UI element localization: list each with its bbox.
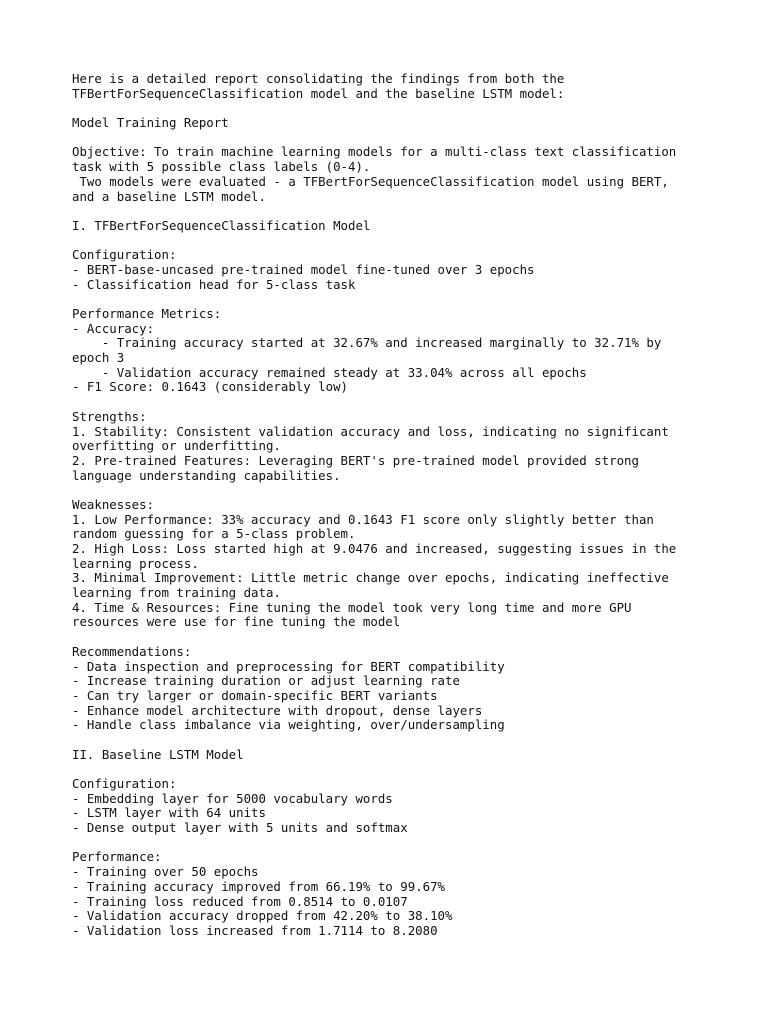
text-line: Configuration: <box>72 247 177 263</box>
text-line: - Embedding layer for 5000 vocabulary words <box>72 790 393 806</box>
text-line: 2. Pre-trained Features: Leveraging BERT's pre-trained model provided strong <box>72 452 639 468</box>
text-line: - Enhance model architecture with dropout, dense layers <box>72 702 483 718</box>
text-line: random guessing for a 5-class problem. <box>72 526 356 542</box>
blank-line <box>72 836 712 851</box>
blank-line <box>72 762 712 777</box>
blank-line <box>72 131 712 146</box>
text-line: - Training accuracy started at 32.67% and increased marginally to 32.71% by <box>72 335 662 351</box>
text-line: Performance: <box>72 849 162 865</box>
text-line: epoch 3 <box>72 350 125 366</box>
text-line: - Data inspection and preprocessing for BERT compatibility <box>72 658 505 674</box>
text-line: Weaknesses: <box>72 496 155 512</box>
text-line: learning from training data. <box>72 585 281 601</box>
text-line: - F1 Score: 0.1643 (considerably low) <box>72 379 349 395</box>
text-line: task with 5 possible class labels (0-4). <box>72 159 371 175</box>
text-line: and a baseline LSTM model. <box>72 188 266 204</box>
text-line: - Validation accuracy dropped from 42.20% to 38.10% <box>72 908 453 924</box>
text-line: - Increase training duration or adjust learning rate <box>72 673 460 689</box>
text-line: I. TFBertForSequenceClassification Model <box>72 217 371 233</box>
text-line: Recommendations: <box>72 643 192 659</box>
blank-line <box>72 292 712 307</box>
text-line: TFBertForSequenceClassification model and the baseline LSTM model: <box>72 85 565 101</box>
text-line: - Training accuracy improved from 66.19% to 99.67% <box>72 878 445 894</box>
text-line: Model Training Report <box>72 115 229 131</box>
text-line: 4. Time & Resources: Fine tuning the model took very long time and more GPU <box>72 599 632 615</box>
blank-line <box>72 101 712 116</box>
text-line: - Training loss reduced from 0.8514 to 0.0107 <box>72 893 408 909</box>
text-line: - Can try larger or domain-specific BERT variants <box>72 687 438 703</box>
text-line: - Training over 50 epochs <box>72 864 259 880</box>
text-line: 1. Low Performance: 33% accuracy and 0.1643 F1 score only slightly better than <box>72 511 654 527</box>
text-line: Strengths: <box>72 408 147 424</box>
text-line: language understanding capabilities. <box>72 467 341 483</box>
blank-line <box>72 483 712 498</box>
text-line: - Handle class imbalance via weighting, over/undersampling <box>72 717 505 733</box>
text-line: overfitting or underfitting. <box>72 438 281 454</box>
blank-line <box>72 395 712 410</box>
text-line: - Dense output layer with 5 units and softmax <box>72 820 408 836</box>
text-line: II. Baseline LSTM Model <box>72 746 244 762</box>
text-line: Configuration: <box>72 776 177 791</box>
document-page <box>72 72 712 939</box>
blank-line <box>72 630 712 645</box>
text-line: resources were use for fine tuning the model <box>72 614 401 630</box>
text-line: - BERT-base-uncased pre-trained model fine-tuned over 3 epochs <box>72 261 535 277</box>
text-line: Two models were evaluated - a TFBertForSequenceClassification model using BERT, <box>72 173 669 189</box>
text-line: - Accuracy: <box>72 320 155 336</box>
text-line: 3. Minimal Improvement: Little metric change over epochs, indicating ineffective <box>72 570 669 586</box>
text-line: learning process. <box>72 555 199 571</box>
blank-line <box>72 733 712 748</box>
text-line: Here is a detailed report consolidating the findings from both the <box>72 71 565 86</box>
text-line: Objective: To train machine learning models for a multi-class text classification <box>72 144 677 160</box>
text-line: - Validation loss increased from 1.7114 to 8.2080 <box>72 922 438 938</box>
text-line: - LSTM layer with 64 units <box>72 805 266 821</box>
text-line: 1. Stability: Consistent validation accuracy and loss, indicating no significant <box>72 423 669 439</box>
text-line: Performance Metrics: <box>72 306 222 321</box>
text-line: 2. High Loss: Loss started high at 9.0476 and increased, suggesting issues in the <box>72 541 677 556</box>
text-line: - Validation accuracy remained steady at 33.04% across all epochs <box>72 364 587 380</box>
blank-line <box>72 234 712 249</box>
blank-line <box>72 204 712 219</box>
text-line: - Classification head for 5-class task <box>72 276 356 292</box>
